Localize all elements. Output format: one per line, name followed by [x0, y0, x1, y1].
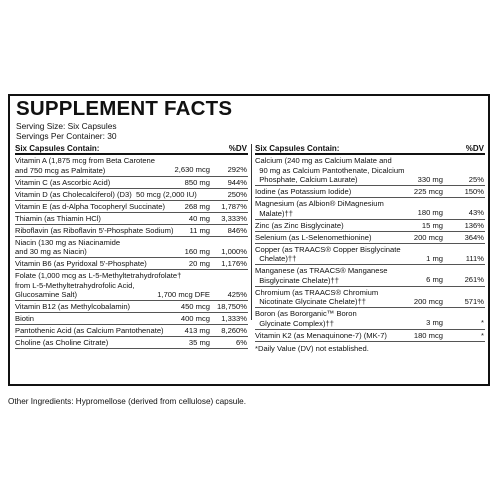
nutrient-dv: 43% — [468, 208, 484, 217]
nutrient-amount: 2,630 mcg — [174, 165, 210, 174]
right-header-label: Six Capsules Contain: — [255, 144, 340, 153]
nutrient-row — [255, 244, 485, 266]
nutrient-name: Copper (as TRAACS® Copper Bisglycinate Chelate)†† — [255, 244, 401, 263]
nutrient-amount: 40 mg — [188, 213, 210, 223]
right-rows — [255, 155, 485, 342]
nutrient-amount: 6 mg — [426, 275, 443, 284]
nutrient-row — [255, 198, 485, 220]
nutrient-name: Folate (1,000 mcg as L-5-Methyltetrahydrofolate† from L-5-Methyltetrahydrofolic Acid, Glucosamine Salt) — [15, 271, 182, 299]
nutrient-name: Iodine (as Potassium Iodide) — [255, 187, 352, 196]
nutrient-dv: 364% — [464, 232, 484, 242]
left-dv-header: %DV — [228, 144, 247, 153]
nutrient-amount: 850 mg — [184, 177, 210, 187]
left-rows — [15, 155, 248, 349]
nutrient-row — [15, 213, 248, 225]
nutrient-amount: 160 mg — [184, 246, 210, 256]
nutrient-row — [15, 325, 248, 337]
nutrient-amount: 330 mg — [417, 174, 443, 184]
nutrient-name: Riboflavin (as Riboflavin 5'-Phosphate Sodium) — [15, 225, 174, 235]
nutrient-dv: 1,176% — [221, 259, 247, 268]
nutrient-row — [255, 287, 485, 309]
nutrient-dv: 18,750% — [217, 302, 247, 311]
nutrient-amount: 413 mg — [184, 326, 210, 335]
nutrient-row — [255, 220, 485, 232]
nutrient-name: Vitamin B12 (as Methylcobalamin) — [15, 302, 131, 311]
nutrient-dv: 150% — [464, 187, 484, 196]
nutrient-amount: 200 mcg — [413, 296, 443, 306]
nutrient-row — [15, 177, 248, 189]
nutrient-amount: 180 mg — [417, 208, 443, 217]
nutrient-dv: 1,333% — [221, 314, 247, 323]
nutrient-name: Manganese (as TRAACS® Manganese Bisglycinate Chelate)†† — [255, 266, 388, 285]
nutrient-dv: 111% — [465, 253, 484, 263]
nutrient-amount: 20 mg — [188, 259, 210, 268]
nutrient-dv: 25% — [468, 174, 484, 184]
column-divider — [251, 144, 252, 320]
left-nutrient-column — [15, 144, 248, 349]
nutrient-amount: 15 mg — [421, 220, 443, 230]
nutrient-name: Vitamin B6 (as Pyridoxal 5'-Phosphate) — [15, 259, 147, 268]
nutrient-amount: 268 mg — [184, 201, 210, 211]
nutrient-name: Vitamin A (1,875 mcg from Beta Carotene and 750 mcg as Palmitate) — [15, 156, 155, 175]
nutrient-dv: 3,333% — [221, 213, 247, 223]
nutrient-row — [15, 237, 248, 259]
nutrient-row — [255, 155, 485, 186]
left-header-label: Six Capsules Contain: — [15, 144, 100, 153]
nutrient-amount: 200 mcg — [413, 232, 443, 242]
nutrient-name: Vitamin E (as d-Alpha Tocopheryl Succinate) — [15, 201, 165, 211]
nutrient-name: Niacin (130 mg as Niacinamide and 30 mg as Niacin) — [15, 237, 121, 256]
nutrient-row — [255, 330, 485, 342]
nutrient-dv: 292% — [227, 165, 247, 174]
right-nutrient-column — [255, 144, 485, 354]
nutrient-amount: 1 mg — [426, 253, 443, 263]
left-column-header — [15, 144, 248, 155]
nutrient-row — [15, 270, 248, 301]
nutrient-name: Vitamin K2 (as Menaquinone-7) (MK-7) — [255, 330, 387, 340]
nutrient-name: Selenium (as L-Selenomethionine) — [255, 232, 372, 242]
nutrient-dv: 1,787% — [221, 201, 247, 211]
nutrient-name: Chromium (as TRAACS® Chromium Nicotinate Glycinate Chelate)†† — [255, 287, 379, 306]
nutrient-amount: 180 mcg — [413, 330, 443, 340]
nutrient-row — [255, 186, 485, 198]
nutrient-name: Vitamin C (as Ascorbic Acid) — [15, 177, 111, 187]
nutrient-row — [15, 225, 248, 237]
nutrient-row — [255, 265, 485, 287]
servings-per-container: Servings Per Container: 30 — [16, 131, 117, 141]
nutrient-name: Choline (as Choline Citrate) — [15, 338, 109, 347]
nutrient-name: Zinc (as Zinc Bisglycinate) — [255, 220, 344, 230]
nutrient-name: Vitamin D (as Cholecalciferol) (D3) 50 mcg (2,000 IU) — [15, 189, 197, 199]
nutrient-row — [15, 337, 248, 349]
nutrient-row — [15, 189, 248, 201]
serving-size: Serving Size: Six Capsules — [16, 121, 117, 131]
nutrient-amount: 225 mcg — [413, 187, 443, 196]
right-dv-header: %DV — [465, 144, 484, 153]
right-column-header — [255, 144, 485, 155]
nutrient-row — [255, 308, 485, 330]
nutrient-name: Calcium (240 mg as Calcium Malate and 90 mg as Calcium Pantothenate, Dicalcium Phosphate, Calcium Laurate) — [255, 156, 405, 184]
nutrient-dv: 250% — [227, 189, 247, 199]
nutrient-name: Pantothenic Acid (as Calcium Pantothenate) — [15, 326, 164, 335]
nutrient-name: Thiamin (as Thiamin HCl) — [15, 213, 101, 223]
nutrient-row — [15, 313, 248, 325]
nutrient-dv: * — [481, 330, 484, 340]
nutrient-row — [15, 201, 248, 213]
dv-footnote: *Daily Value (DV) not established. — [255, 343, 369, 353]
nutrient-amount: 35 mg — [188, 338, 210, 347]
nutrient-amount: 3 mg — [426, 318, 443, 327]
panel-title: SUPPLEMENT FACTS — [16, 97, 233, 120]
nutrient-dv: 6% — [236, 338, 247, 347]
nutrient-amount: 450 mcg — [180, 302, 210, 311]
nutrient-dv: 425% — [227, 289, 247, 299]
nutrient-row — [255, 232, 485, 244]
nutrient-dv: 571% — [464, 296, 484, 306]
nutrient-dv: * — [481, 318, 484, 327]
nutrient-row — [15, 301, 248, 313]
nutrient-amount: 400 mcg — [180, 314, 210, 323]
nutrient-name: Boron (as Bororganic™ Boron Glycinate Complex)†† — [255, 309, 357, 328]
nutrient-row — [15, 155, 248, 177]
nutrient-dv: 1,000% — [221, 246, 247, 256]
supplement-facts-panel — [8, 94, 490, 386]
nutrient-dv: 846% — [227, 225, 247, 235]
nutrient-dv: 261% — [464, 275, 484, 284]
nutrient-dv: 136% — [464, 220, 484, 230]
nutrient-name: Magnesium (as Albion® DiMagnesium Malate)†† — [255, 199, 384, 218]
nutrient-dv: 8,260% — [221, 326, 247, 335]
nutrient-amount: 11 mg — [189, 225, 210, 235]
nutrient-dv: 944% — [227, 177, 247, 187]
nutrient-amount: 1,700 mcg DFE — [157, 289, 210, 299]
nutrient-name: Biotin — [15, 314, 34, 323]
nutrient-row — [15, 258, 248, 270]
other-ingredients: Other Ingredients: Hypromellose (derived from cellulose) capsule. — [8, 397, 246, 406]
